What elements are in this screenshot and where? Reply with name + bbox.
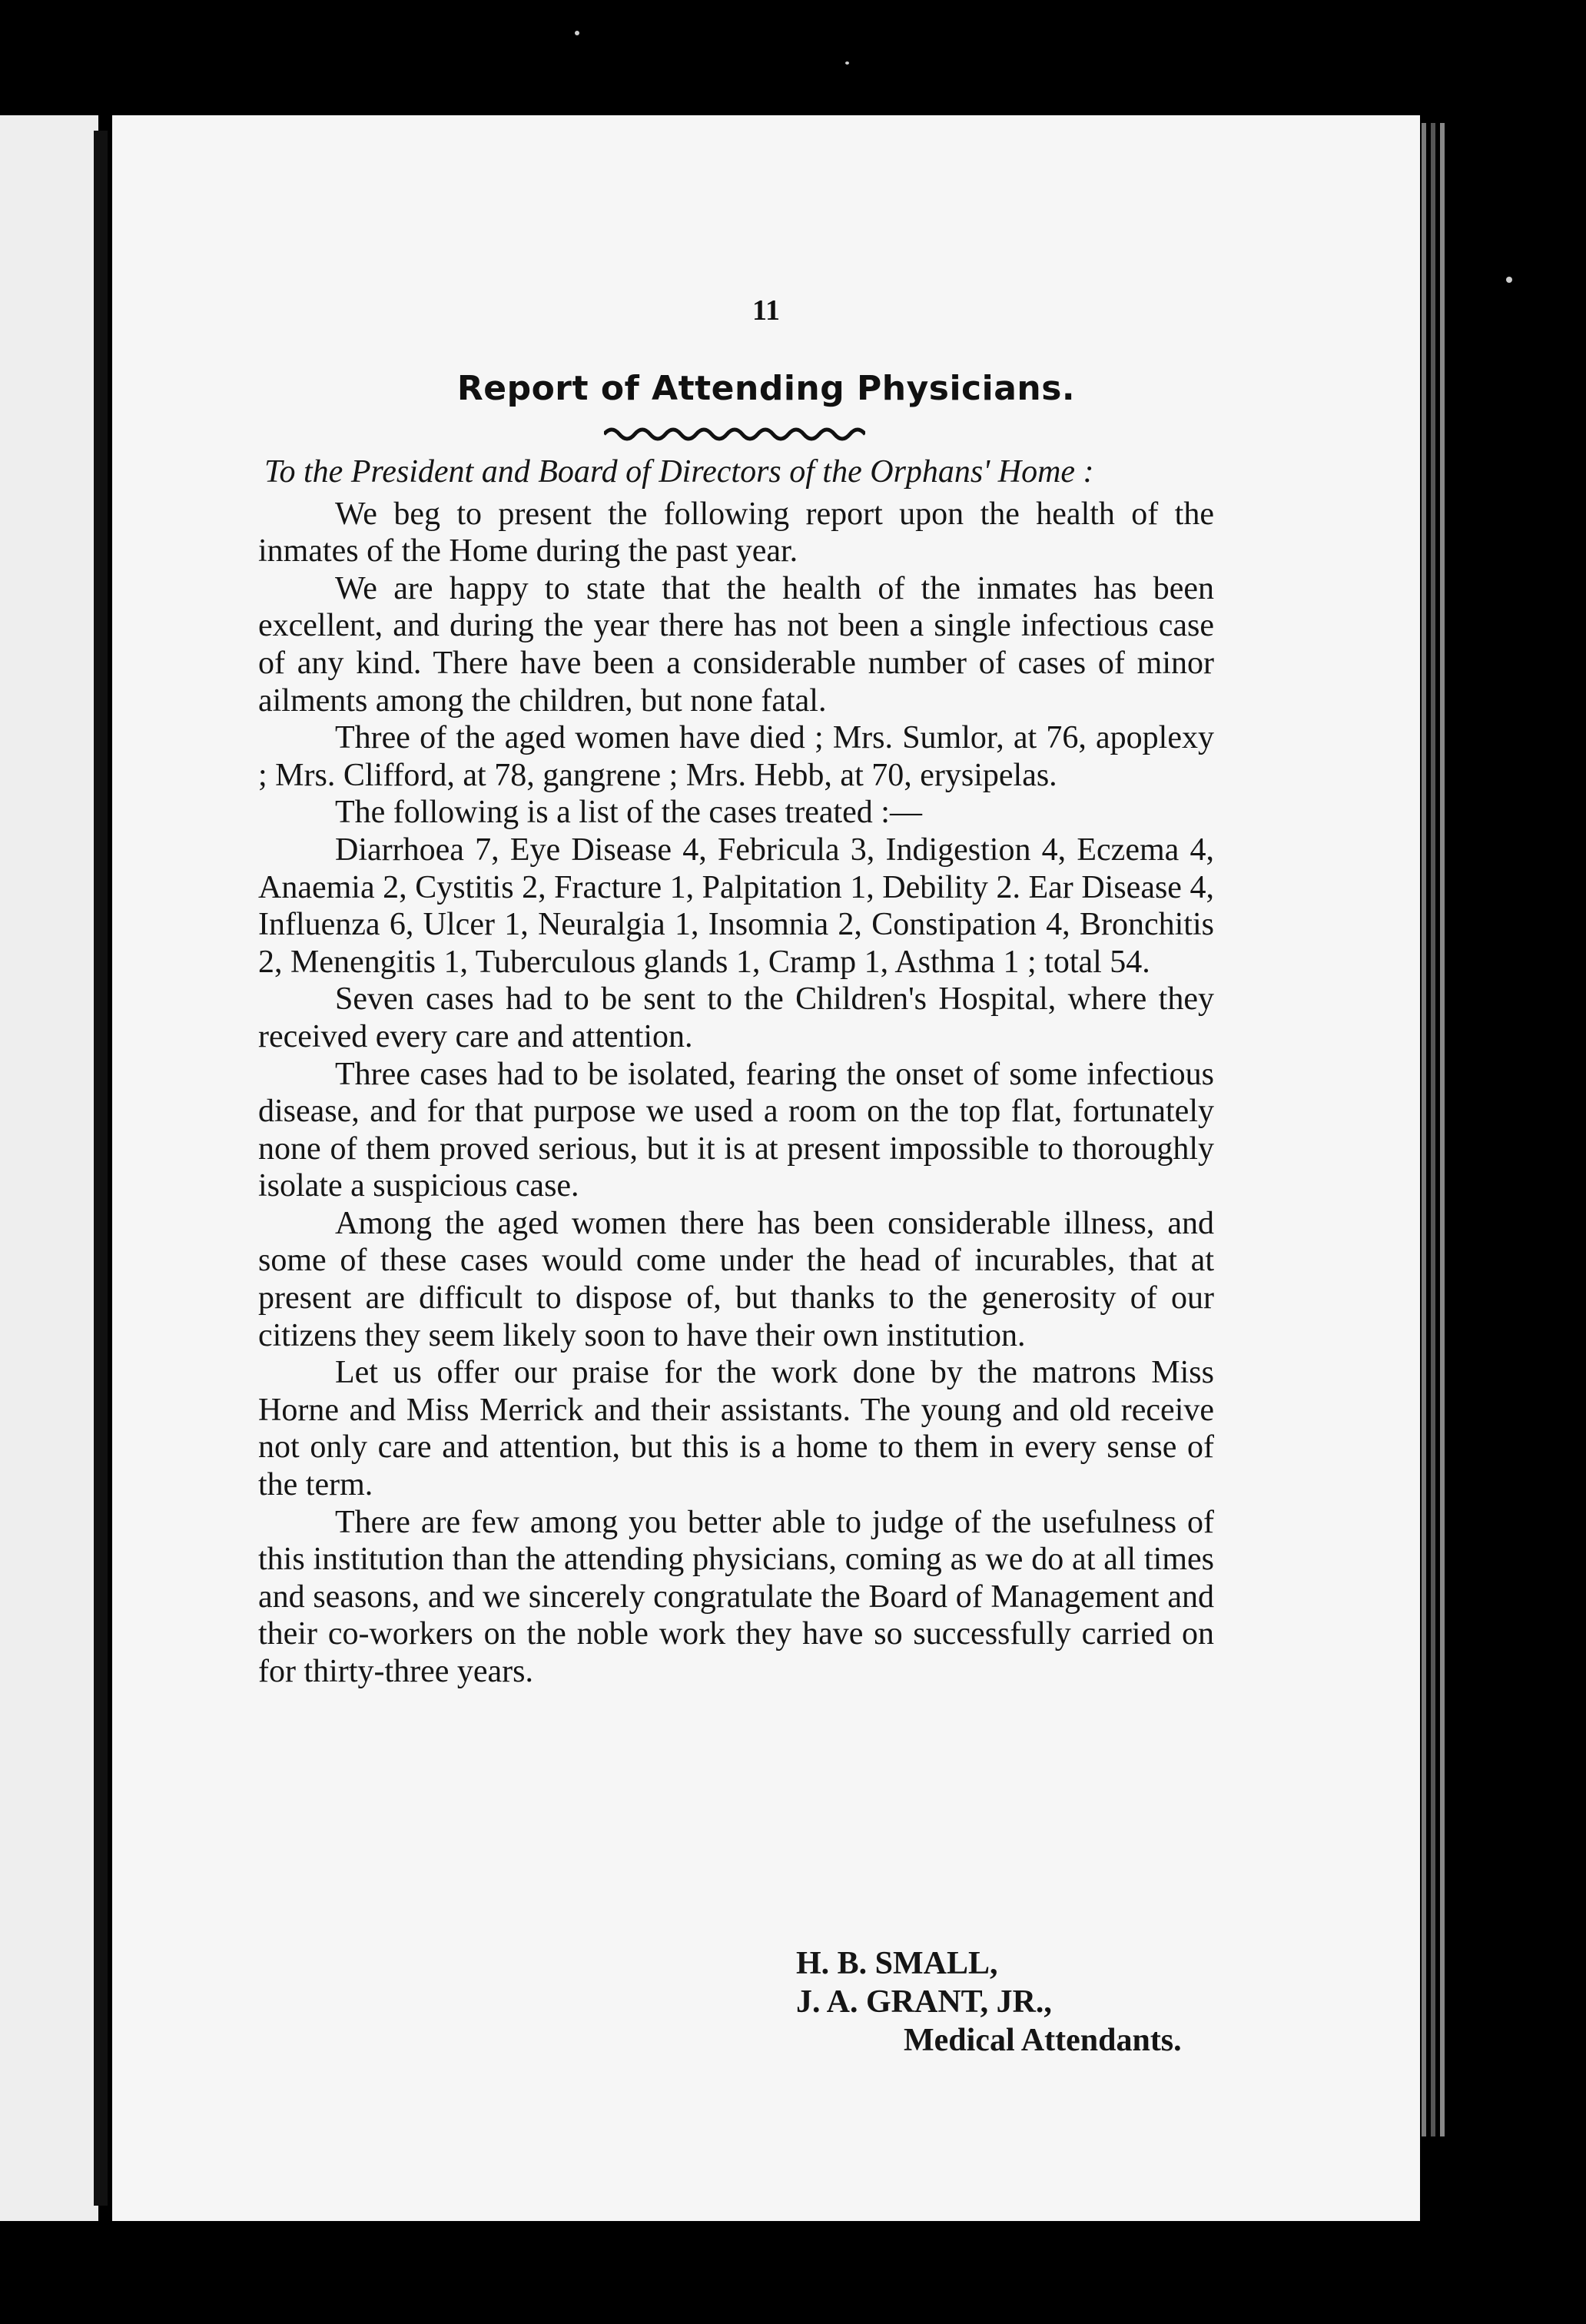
signatory-name: J. A. GRANT, JR.,: [796, 1984, 1052, 2020]
wavy-rule-ornament: [604, 423, 865, 446]
dust-speck: [1506, 277, 1512, 283]
paragraph: Among the aged women there has been considerable illness, and some of these cases would come under the head of incurables, that at present are difficult to dispose of, but thanks to the generosity of our citizens they seem likely soon to have their own institution.: [258, 1205, 1214, 1353]
report-body: [258, 453, 1214, 1691]
page-edge: [1440, 123, 1445, 2136]
paragraph: We beg to present the following report upon the health of the inmates of the Home during the past year.: [258, 496, 1214, 569]
paragraph: There are few among you better able to judge of the usefulness of this institution than the attending physicians, coming as we do at all times and seasons, and we sincerely congratulate the Board of Management and their co-workers on the noble work they have so successfully carried on for thirty-three years.: [258, 1504, 1214, 1689]
page-title: Report of Attending Physicians.: [456, 369, 1076, 408]
paragraph: The following is a list of the cases treated :—: [335, 795, 922, 831]
paragraph: Let us offer our praise for the work done by the matrons Miss Horne and Miss Merrick and their assistants. The young and old receive not only care and attention, but this is a home to them in every sense of the term.: [258, 1355, 1214, 1503]
page-number: 11: [752, 294, 780, 327]
facing-page-edge: [0, 115, 98, 2221]
page-edge: [1422, 123, 1426, 2136]
signature-title: Medical Attendants.: [904, 2023, 1182, 2058]
page-edge: [1431, 123, 1435, 2136]
paragraph: Three of the aged women have died ; Mrs. Sumlor, at 76, apoplexy ; Mrs. Clifford, at 78, gangrene ; Mrs. Hebb, at 70, erysipelas.: [258, 720, 1214, 793]
case-list-paragraph: Diarrhoea 7, Eye Disease 4, Febricula 3, Indigestion 4, Eczema 4, Anaemia 2, Cystitis 2, Fracture 1, Palpitation 1, Debility 2. Ear Disease 4, Influenza 6, Ulcer 1, Neuralgia 1, Insomnia 2, Constipation 4, Bronchitis 2, Menengitis 1, Tuberculous glands 1, Cramp 1, Asthma 1 ; total 54.: [258, 832, 1214, 980]
paragraph: Three cases had to be isolated, fearing the onset of some infectious disease, and for that purpose we used a room on the top flat, fortunately none of them proved serious, but it is at present impossible to thoroughly isolate a suspicious case.: [258, 1056, 1214, 1204]
document-page: [112, 115, 1420, 2221]
dust-speck: [575, 31, 579, 35]
salutation: To the President and Board of Directors of the Orphans' Home :: [264, 454, 1094, 490]
paragraph: We are happy to state that the health of the inmates has been excellent, and during the year there has not been a single infectious case of any kind. There have been a considerable number of cases of minor ailments among the children, but none fatal.: [258, 570, 1214, 719]
dust-speck: [845, 61, 849, 65]
signatory-name: H. B. SMALL,: [796, 1946, 998, 1981]
paragraph: Seven cases had to be sent to the Children's Hospital, where they received every care and attention.: [258, 981, 1214, 1054]
book-gutter: [94, 131, 108, 2206]
